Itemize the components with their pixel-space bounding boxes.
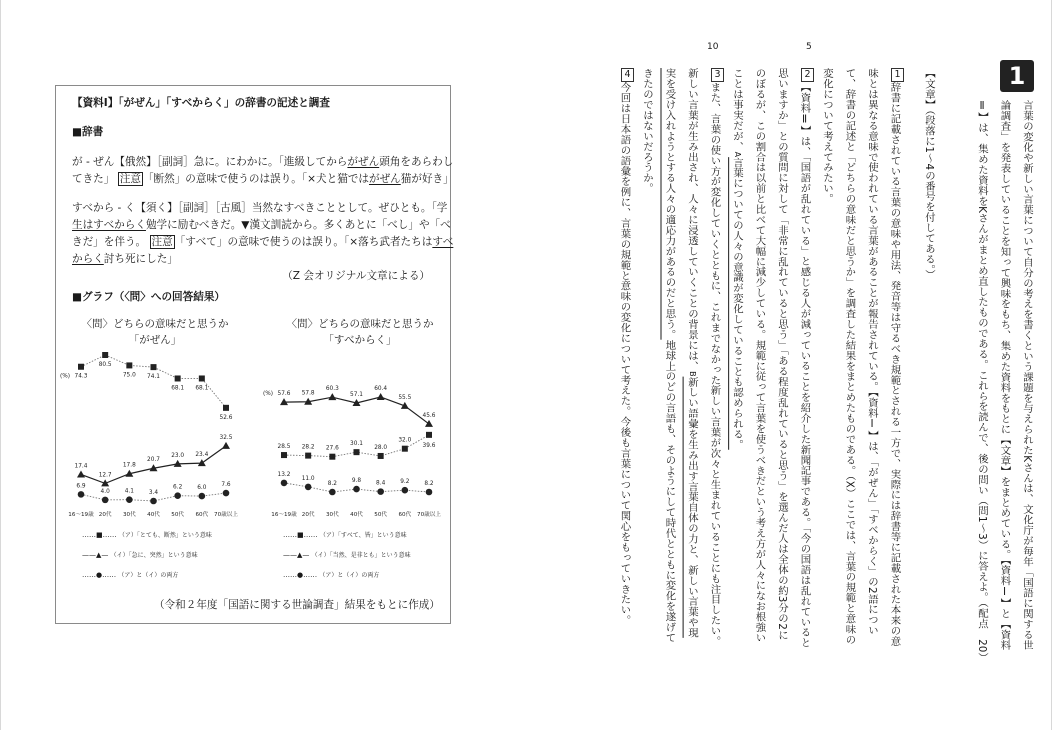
essay-paragraph-4 [613,68,636,648]
legend-label: （ア）「とても、断然」という意味 [118,532,212,539]
legend-triangle-icon: ——▲— [283,551,312,559]
data-label: 7.6 [221,482,231,489]
chart-title: 〈問〉どちらの意味だと思うか [286,318,434,330]
x-tick-label: 50代 [171,512,185,518]
data-label: 27.6 [325,445,339,452]
data-label: 28.0 [374,444,388,451]
data-point-square [305,453,311,459]
data-label: 39.6 [422,442,436,449]
paragraph-number: 4 [621,68,634,82]
x-tick-label: 16～19歳 [68,512,94,518]
data-label: 60.4 [374,386,388,392]
data-point-square [102,352,108,358]
data-label: 57.8 [301,390,315,397]
paragraph-text: 辞書に記載されている言葉の意味や用法、発音等は守るべき規範とされる一方で、実際には辞書等に記載された本来の意味とは異なる意味で使われている言葉があることが報告されている。【資料Ⅰ】は、「がぜん」「すべからく」の2語について、辞書の記述と「どちらの意味だと思うか」を調査した結果をまとめたものである。（X）ここでは、言葉の規範と意味の変化について考えてみたい。 [821,68,901,647]
data-point-square [426,432,432,438]
paragraph-text: 今回は日本語の語彙を例に、言葉の規範と意味の変化について考えた。今後も言葉について関心をもっていきたい。 [618,82,631,626]
x-tick-label: 60代 [398,512,412,518]
legend-label: （イ）「当然、是非とも」という意味 [311,552,411,559]
data-label: 68.1 [171,385,185,392]
x-tick-label: 30代 [122,512,136,518]
sidelined-text-b: 新しい語彙を生み出す言葉自体の力と、新しい言葉や現実を受け入れようとする人々の適応力があるのだと思う。 [663,68,698,638]
essay [613,68,940,648]
data-label: 8.2 [424,481,434,487]
x-tick-label: 20代 [301,512,315,518]
data-label: 9.8 [351,478,362,485]
data-label: 8.4 [376,480,386,487]
data-point-circle [377,488,384,495]
data-label: 12.7 [98,472,112,479]
text: 討ち死にした」 [103,253,178,265]
data-label: 57.1 [350,392,363,399]
data-point-circle [329,489,336,496]
intro-paragraph: 言葉の変化や新しい言葉について自分の考えを書くという課題を与えられたKさんは、文化庁が毎年「国語に関する世論調査」を発表していることを知って興味をもち、集めた資料をもとに【文章】をまとめている。【資料Ⅰ】と【資料Ⅱ】は、集めた資料をKさんがまとめ直したものである。これらを読んで、後の問い（問1〜3）に答えよ。（配点 20） [976,100,1033,663]
data-label: 6.9 [76,483,86,490]
data-point-square [378,453,384,459]
legend-triangle-icon: ——▲— [82,551,111,559]
data-label: 17.4 [74,463,88,470]
data-label: 17.8 [122,462,136,469]
data-label: 4.1 [124,488,134,495]
data-label: 45.6 [422,412,436,419]
underlined-word: すべ [432,236,454,248]
graph-heading: ■グラフ（〈問〉への回答結果） [72,291,226,303]
data-point-triangle [222,442,230,449]
chart1-legend [82,530,212,590]
graph-source: （令和２年度「国語に関する世論調査」結果をもとに作成） [153,599,440,611]
data-point-circle [281,480,288,487]
data-point-circle [150,498,157,505]
sideline-marker-a: A [733,151,742,158]
text: 「断然」の意味で使うのは誤り。「×犬と猫では [142,173,369,185]
data-label: 68.1 [195,385,209,392]
x-tick-label: 70歳以上 [214,512,238,518]
text: 猫が好き」 [400,173,454,185]
data-point-circle [402,487,409,494]
data-label: 75.0 [122,372,136,379]
problem-number-badge: 1 [1000,60,1034,92]
data-point-triangle [328,393,336,400]
sidelined-text-a: 言葉についての人々の意識が変化していることも認められる。 [731,157,743,450]
data-label: 3.4 [148,490,159,496]
data-point-square [329,454,335,460]
data-point-square [199,375,205,381]
sideline-marker-b: B [688,371,697,377]
chart-subtitle: 「がぜん」 [128,334,182,346]
x-tick-label: 50代 [374,512,388,518]
underlined-word: 生はすべからく [72,219,146,231]
data-label: 74.1 [147,374,160,381]
data-point-circle [126,496,133,503]
dict-heading: ■辞書 [72,126,104,138]
essay-paragraph-3 [636,68,726,648]
data-point-circle [199,493,206,500]
paragraph-text: 【資料Ⅱ】は、「国語が乱れている」と感じる人が減っていることを紹介した新聞記事である。「今の国語は乱れていると思いますか」との質問に対して「非常に乱れていると思う」「ある程度乱れていると思う」を選んだ人は全体の約3分の2にのぼるが、この割合は以前と比べて大幅に減少している。規範に従って言葉を使うべきだという考え方が人々になお根強いことは事実だが、 [731,68,811,648]
data-point-triangle [77,470,85,477]
data-label: 13.2 [277,471,291,478]
data-point-square [151,364,157,370]
data-label: 6.0 [197,485,207,492]
x-tick-label: 70歳以上 [417,512,441,518]
chart-title: 〈問〉どちらの意味だと思うか [81,318,229,330]
essay-paragraph-1 [816,68,906,648]
text: きだ」を伴う。 [72,236,147,248]
unit-label: (%) [262,391,273,398]
data-point-square [126,362,132,368]
data-label: 8.2 [327,481,337,487]
legend-circle-icon: ……●…… [82,571,119,579]
data-point-circle [102,497,109,504]
text: 勉学に励むべきだ。▼漢文訓読から。多くあとに「べし」や「べ [145,219,451,231]
data-point-square [402,446,408,452]
x-tick-label: 20代 [98,512,112,518]
legend-circle-icon: ……●…… [283,571,320,579]
legend-label: （ア）と（イ）の両方 [118,572,179,579]
note-box: 注意 [119,173,141,185]
data-label: 55.5 [398,394,412,401]
paragraph-text: また、言葉の使い方が変化していくとともに、これまでなかった新しい言葉が次々と生まれていることにも注目したい。新しい言葉が生み出され、人々に浸透していくことの背景には、 [686,68,721,647]
paragraph-number: 1 [891,68,904,82]
legend-square-icon: ……■…… [82,531,119,539]
underlined-word: がぜん [368,173,401,185]
text: てきた」 [72,173,115,185]
text: 頭角をあらわし [379,156,454,168]
legend-item [82,570,212,581]
dict-subekaraku-line1: すべから - く【須く】［副詞］［古風］当然なすべきこととして。ぜひとも。「学 [72,202,448,214]
intro-text [971,100,1039,663]
paragraph-text: 地球上のどの言語も、そのようにして時代とともに変化を遂げてきたのではないだろうか。 [641,68,676,643]
note-box: 注意 [151,236,173,248]
data-label: 23.0 [171,452,185,459]
essay-paragraph-2 [726,68,816,648]
data-label: 32.5 [219,434,233,441]
data-label: 57.6 [277,391,291,398]
data-point-square [223,405,229,411]
data-point-circle [223,490,230,497]
x-tick-label: 40代 [147,512,160,518]
data-point-circle [353,486,360,493]
data-label: 20.7 [147,457,160,464]
data-label: 52.6 [219,414,233,421]
data-point-triangle [377,393,385,400]
underlined-word: からく [72,253,104,265]
data-label: 80.5 [98,362,112,368]
x-tick-label: 60代 [195,512,209,518]
data-label: 9.2 [400,479,410,486]
legend-label: （ア）と（イ）の両方 [319,572,380,579]
legend-item [82,530,212,541]
x-tick-label: 40代 [350,512,363,518]
chart-subtitle: 「すべからく」 [323,334,397,346]
line-number-10: 10 [707,42,719,52]
line-number-5: 5 [806,42,812,52]
data-label: 23.4 [195,452,209,459]
legend-label: （ア）「すべて、皆」という意味 [319,532,407,539]
data-point-circle [305,484,312,491]
legend-item [283,530,411,541]
data-point-triangle [425,420,433,427]
data-point-square [78,364,84,370]
legend-item [82,550,212,561]
legend-square-icon: ……■…… [283,531,320,539]
data-label: 11.0 [301,475,315,482]
data-label: 30.1 [350,441,363,448]
data-label: 32.0 [398,437,412,444]
data-label: 28.5 [277,444,291,451]
legend-item [283,550,411,561]
data-label: 28.2 [301,444,315,451]
data-label: 4.0 [100,488,110,495]
data-point-circle [174,492,181,499]
data-point-square [175,375,181,381]
unit-label: (%) [59,373,70,380]
text: が - ぜん【俄然】［副詞］急に。にわかに。「進級してから [72,156,348,168]
text: 「すべて」の意味で使うのは誤り。「×落ち武者たちは [174,236,433,248]
data-point-circle [426,489,433,496]
paragraph-number: 2 [801,68,814,82]
legend-item [283,570,411,581]
data-label: 6.2 [173,484,183,491]
data-point-square [281,452,287,458]
x-tick-label: 30代 [325,512,339,518]
paragraph-number: 3 [711,68,724,82]
data-point-square [354,449,360,455]
data-point-circle [78,491,85,498]
data-label: 74.3 [74,373,88,380]
legend-label: （イ）「急に、突然」という意味 [110,552,198,559]
chart2-legend [283,530,411,590]
material1-title: 【資料Ⅰ】「がぜん」「すべからく」の辞書の記述と調査 [72,97,330,109]
essay-heading: 【文章】（段落に1〜4の番号を付してある。） [923,68,935,280]
data-label: 60.3 [325,386,339,393]
underlined-word: がぜん [347,156,380,168]
x-tick-label: 16～19歳 [271,512,297,518]
dict-source: （Z 会オリジナル文章による） [282,270,430,282]
